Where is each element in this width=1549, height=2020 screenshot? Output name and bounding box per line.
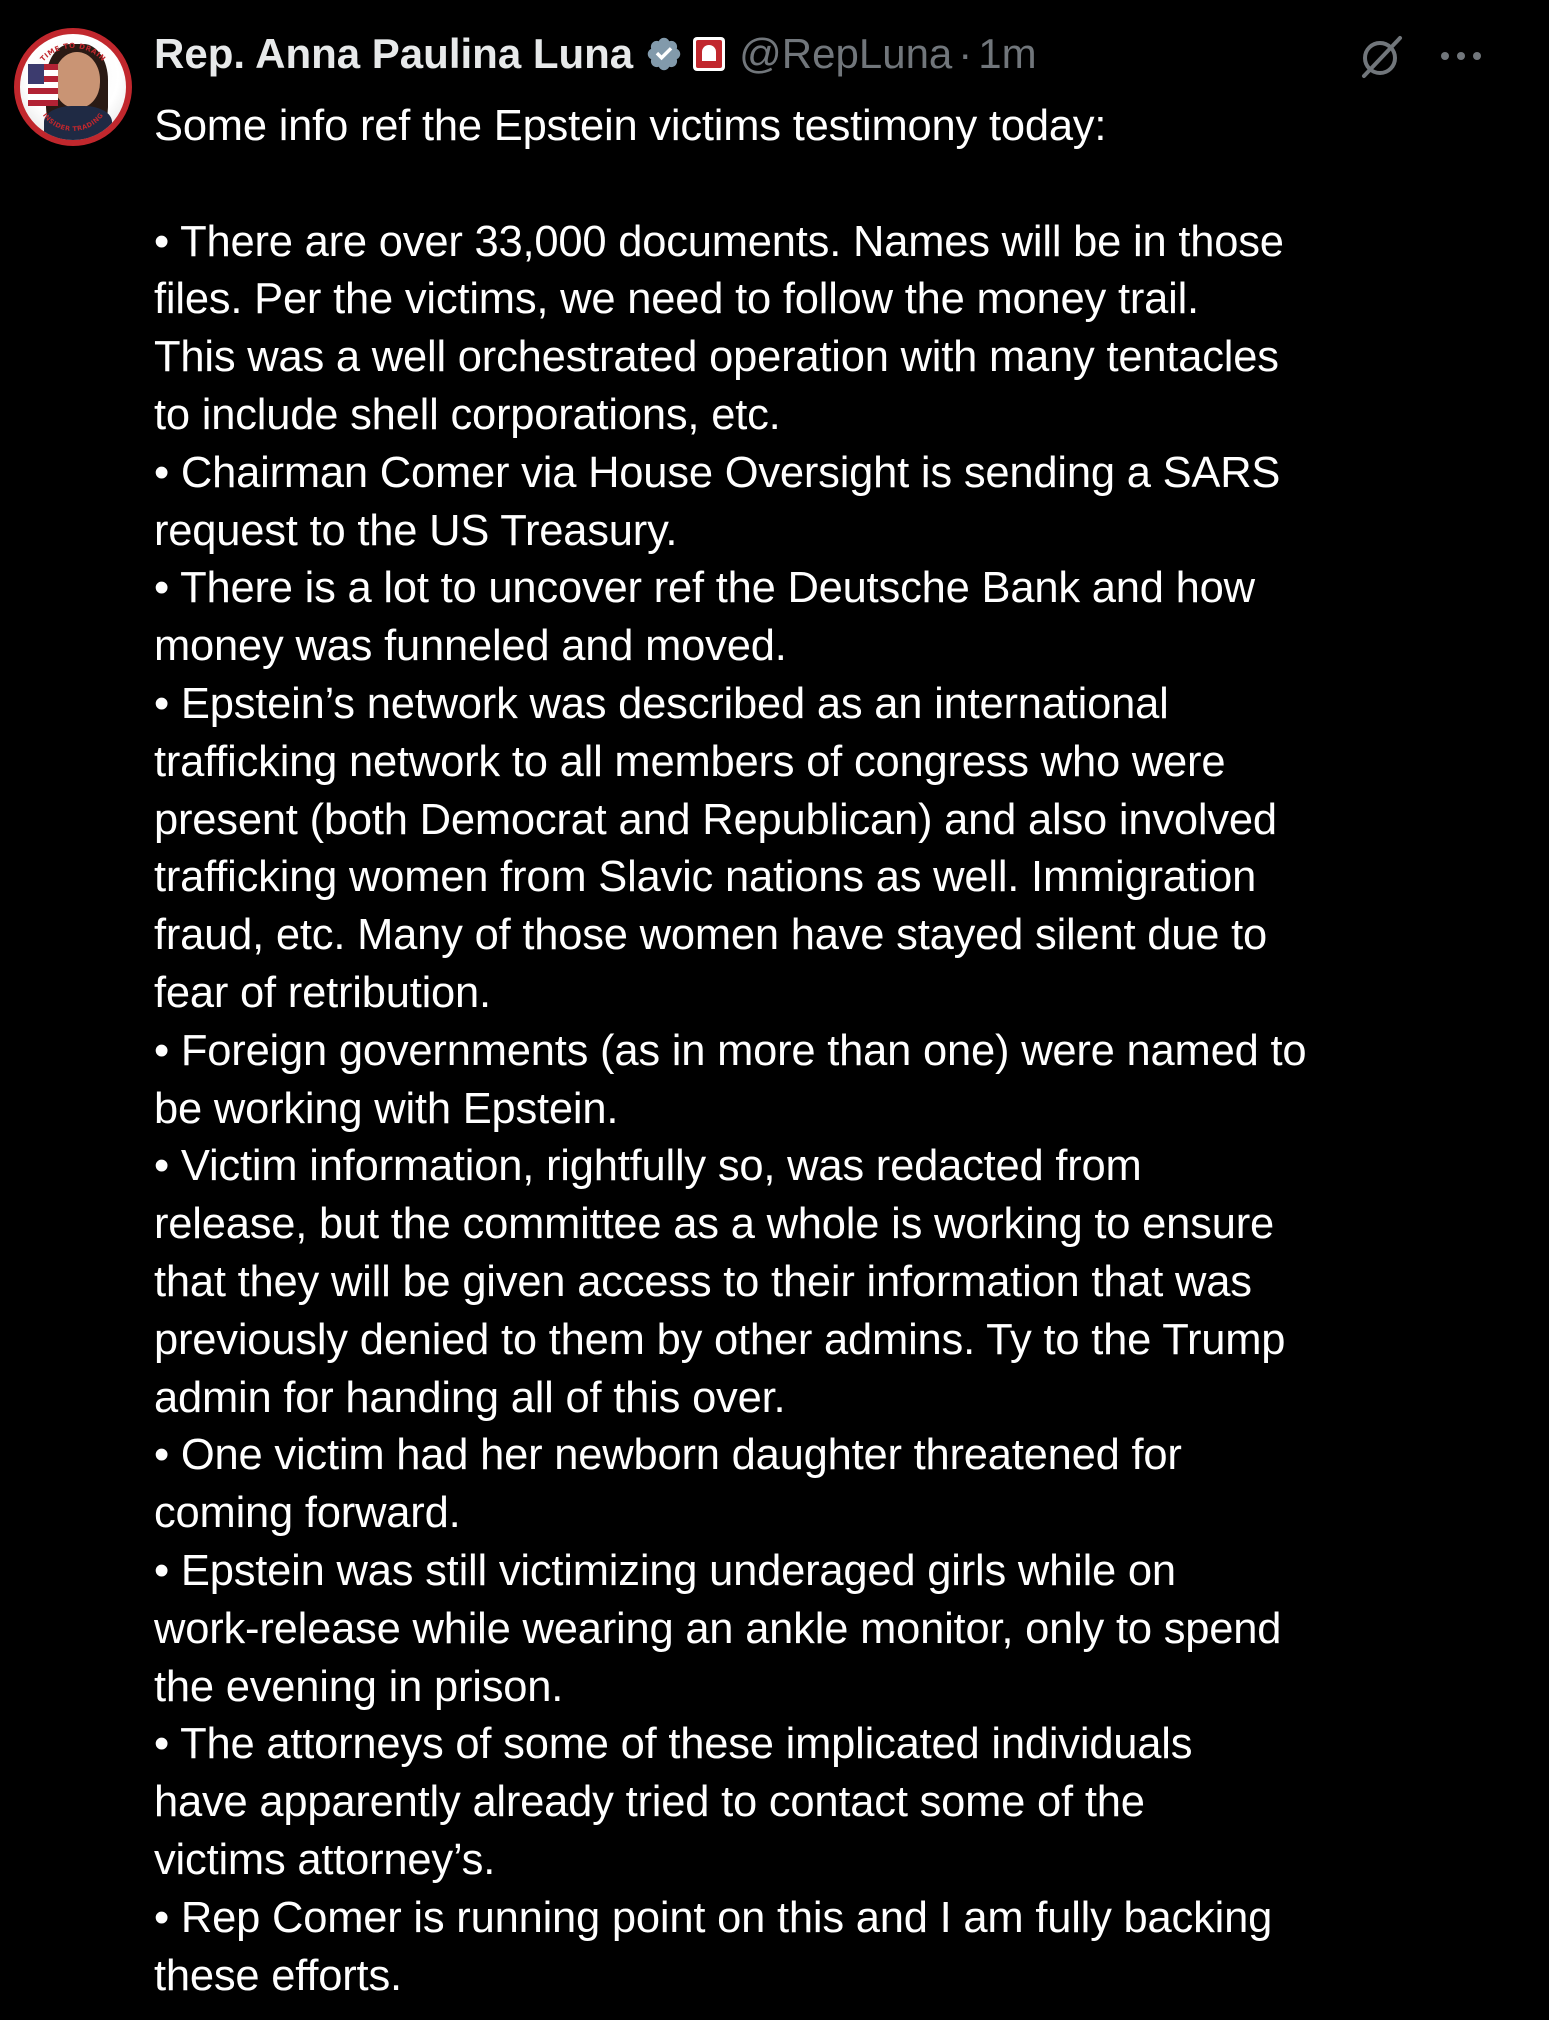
tweet-body-line: • Chairman Comer via House Oversight is sending a SARS [154,448,1281,497]
tweet-text [154,98,1544,2005]
tweet-body-line: • There are over 33,000 documents. Names will be in those [154,217,1284,266]
tweet-body-line: coming forward. [154,1489,461,1538]
tweet-body-line: victims attorney’s. [154,1835,496,1884]
tweet-body-line: • Rep Comer is running point on this and I am fully backing [154,1893,1273,1942]
tweet-body-line: money was funneled and moved. [154,622,787,671]
tweet-body-line: admin for handing all of this over. [154,1373,786,1422]
avatar-ring-top-text: TIME TO DRAIN [38,41,108,64]
tweet-body-line: work-release while wearing an ankle monitor, only to spend [154,1604,1282,1653]
tweet-body-line: request to the US Treasury. [154,506,678,555]
tweet-intro: Some info ref the Epstein victims testimony today: [154,102,1107,150]
tweet-body-line: • Epstein was still victimizing underaged girls while on [154,1546,1176,1595]
avatar-ring-bottom-text: INSIDER TRADING [40,111,106,134]
tweet-body-line: • There is a lot to uncover ref the Deutsche Bank and how [154,564,1255,613]
tweet-body-line: This was a well orchestrated operation with many tentacles [154,333,1279,382]
capitol-affiliate-icon[interactable] [693,37,725,71]
tweet-body-line: to include shell corporations, etc. [154,390,781,439]
author-display-name[interactable]: Rep. Anna Paulina Luna [154,30,634,77]
capitol-dome-icon [702,45,716,61]
tweet-body-line: • Foreign governments (as in more than one) were named to [154,1026,1307,1075]
tweet-body-line: • The attorneys of some of these implicated individuals [154,1720,1193,1769]
tweet-header [154,26,1037,82]
tweet-body-line: trafficking women from Slavic nations as well. Immigration [154,853,1257,902]
verified-badge-icon[interactable] [645,35,683,73]
svg-text:TIME TO DRAIN [39,42,107,63]
svg-text:INSIDER TRADING [41,111,105,133]
author-handle[interactable]: @RepLuna [739,30,953,77]
tweet-body-line: release, but the committee as a whole is working to ensure [154,1200,1274,1249]
tweet-body-line: fear of retribution. [154,968,491,1017]
avatar-ring-badge [20,34,126,140]
timestamp[interactable]: 1m [978,30,1037,77]
paragraph-break [154,156,1544,214]
tweet-body-lines [154,214,1544,2006]
tweet-body-line: be working with Epstein. [154,1084,619,1133]
avatar[interactable] [14,28,132,146]
tweet-body-line: • Epstein’s network was described as an international [154,679,1169,728]
timestamp-separator: · [958,30,973,77]
tweet-body-line: • One victim had her newborn daughter threatened for [154,1431,1182,1480]
tweet-body-line: trafficking network to all members of congress who were [154,737,1226,786]
tweet-body-line: fraud, etc. Many of those women have stayed silent due to [154,911,1267,960]
tweet-body-line: the evening in prison. [154,1662,564,1711]
grok-icon[interactable] [1356,32,1406,82]
tweet-body-line: files. Per the victims, we need to follow the money trail. [154,275,1199,324]
tweet-body-line: • Victim information, rightfully so, was redacted from [154,1142,1142,1191]
tweet-body-line: have apparently already tried to contact some of the [154,1778,1145,1827]
tweet-body-line: present (both Democrat and Republican) and also involved [154,795,1277,844]
more-options-icon[interactable] [1436,38,1486,74]
tweet-body-line: these efforts. [154,1951,402,2000]
tweet-body-line: previously denied to them by other admins. Ty to the Trump [154,1315,1286,1364]
tweet-body-line: that they will be given access to their information that was [154,1257,1252,1306]
